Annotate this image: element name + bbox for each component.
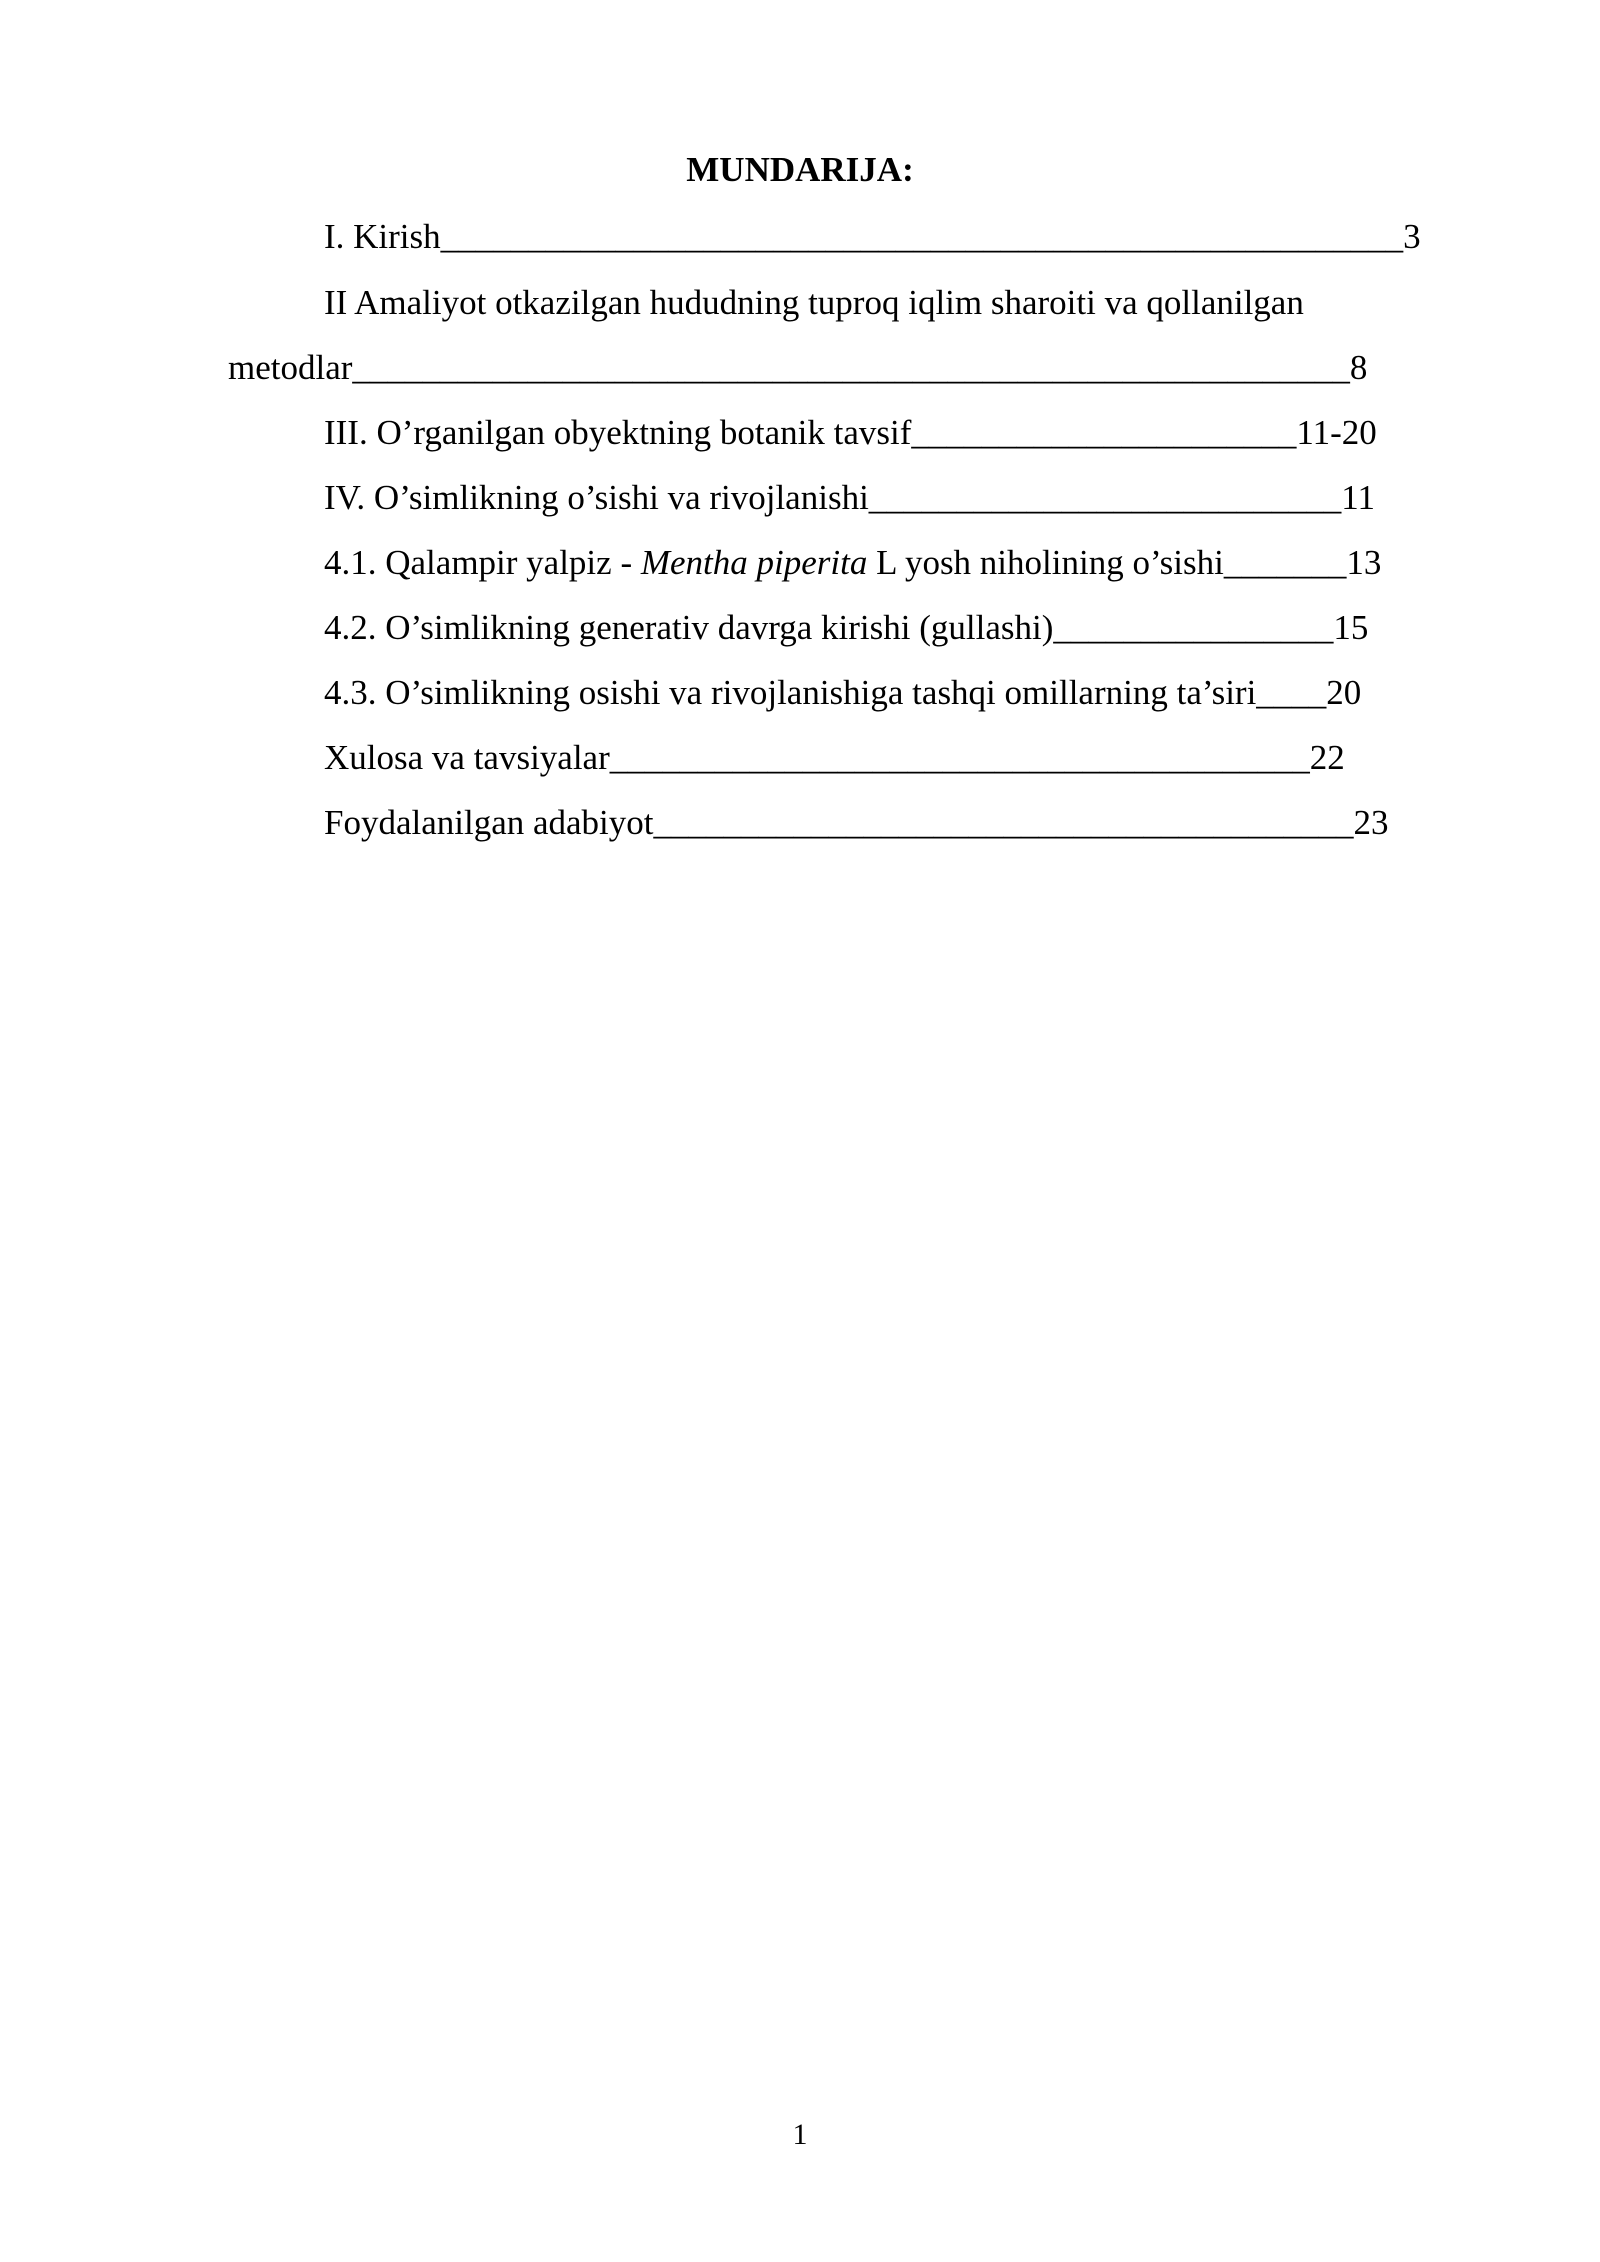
toc-entry-introduction: I. Kirish_______________________________________________________3 [324, 217, 1421, 256]
toc-entry-section-2-line-2: metodlar_________________________________________________________8 [228, 348, 1368, 387]
page-title: MUNDARIJA: [686, 150, 914, 189]
toc-entry-section-4-2: 4.2. O’simlikning generativ davrga kirishi (gullashi)________________15 [324, 608, 1369, 647]
toc-entry-section-2-line-1: II Amaliyot otkazilgan hududning tuproq iqlim sharoiti va qollanilgan [324, 283, 1304, 322]
toc-entry-conclusions: Xulosa va tavsiyalar________________________________________22 [324, 738, 1345, 777]
toc-entry-section-4-1-suffix: L yosh niholining o’sishi_______13 [867, 543, 1382, 582]
toc-entry-section-4-3: 4.3. O’simlikning osishi va rivojlanishiga tashqi omillarning ta’siri____20 [324, 673, 1362, 712]
toc-entry-section-4: IV. O’simlikning o’sishi va rivojlanishi___________________________11 [324, 478, 1375, 517]
toc-entry-section-4-1-latin-name: Mentha piperita [640, 543, 868, 582]
toc-entry-section-3: III. O’rganilgan obyektning botanik tavsif______________________11-20 [324, 413, 1377, 452]
toc-entry-section-4-1-prefix: 4.1. Qalampir yalpiz - [324, 543, 641, 582]
page-number: 1 [792, 2118, 808, 2151]
toc-entry-section-4-1 [324, 543, 1381, 583]
toc-entry-references: Foydalanilgan adabiyot________________________________________23 [324, 803, 1389, 842]
